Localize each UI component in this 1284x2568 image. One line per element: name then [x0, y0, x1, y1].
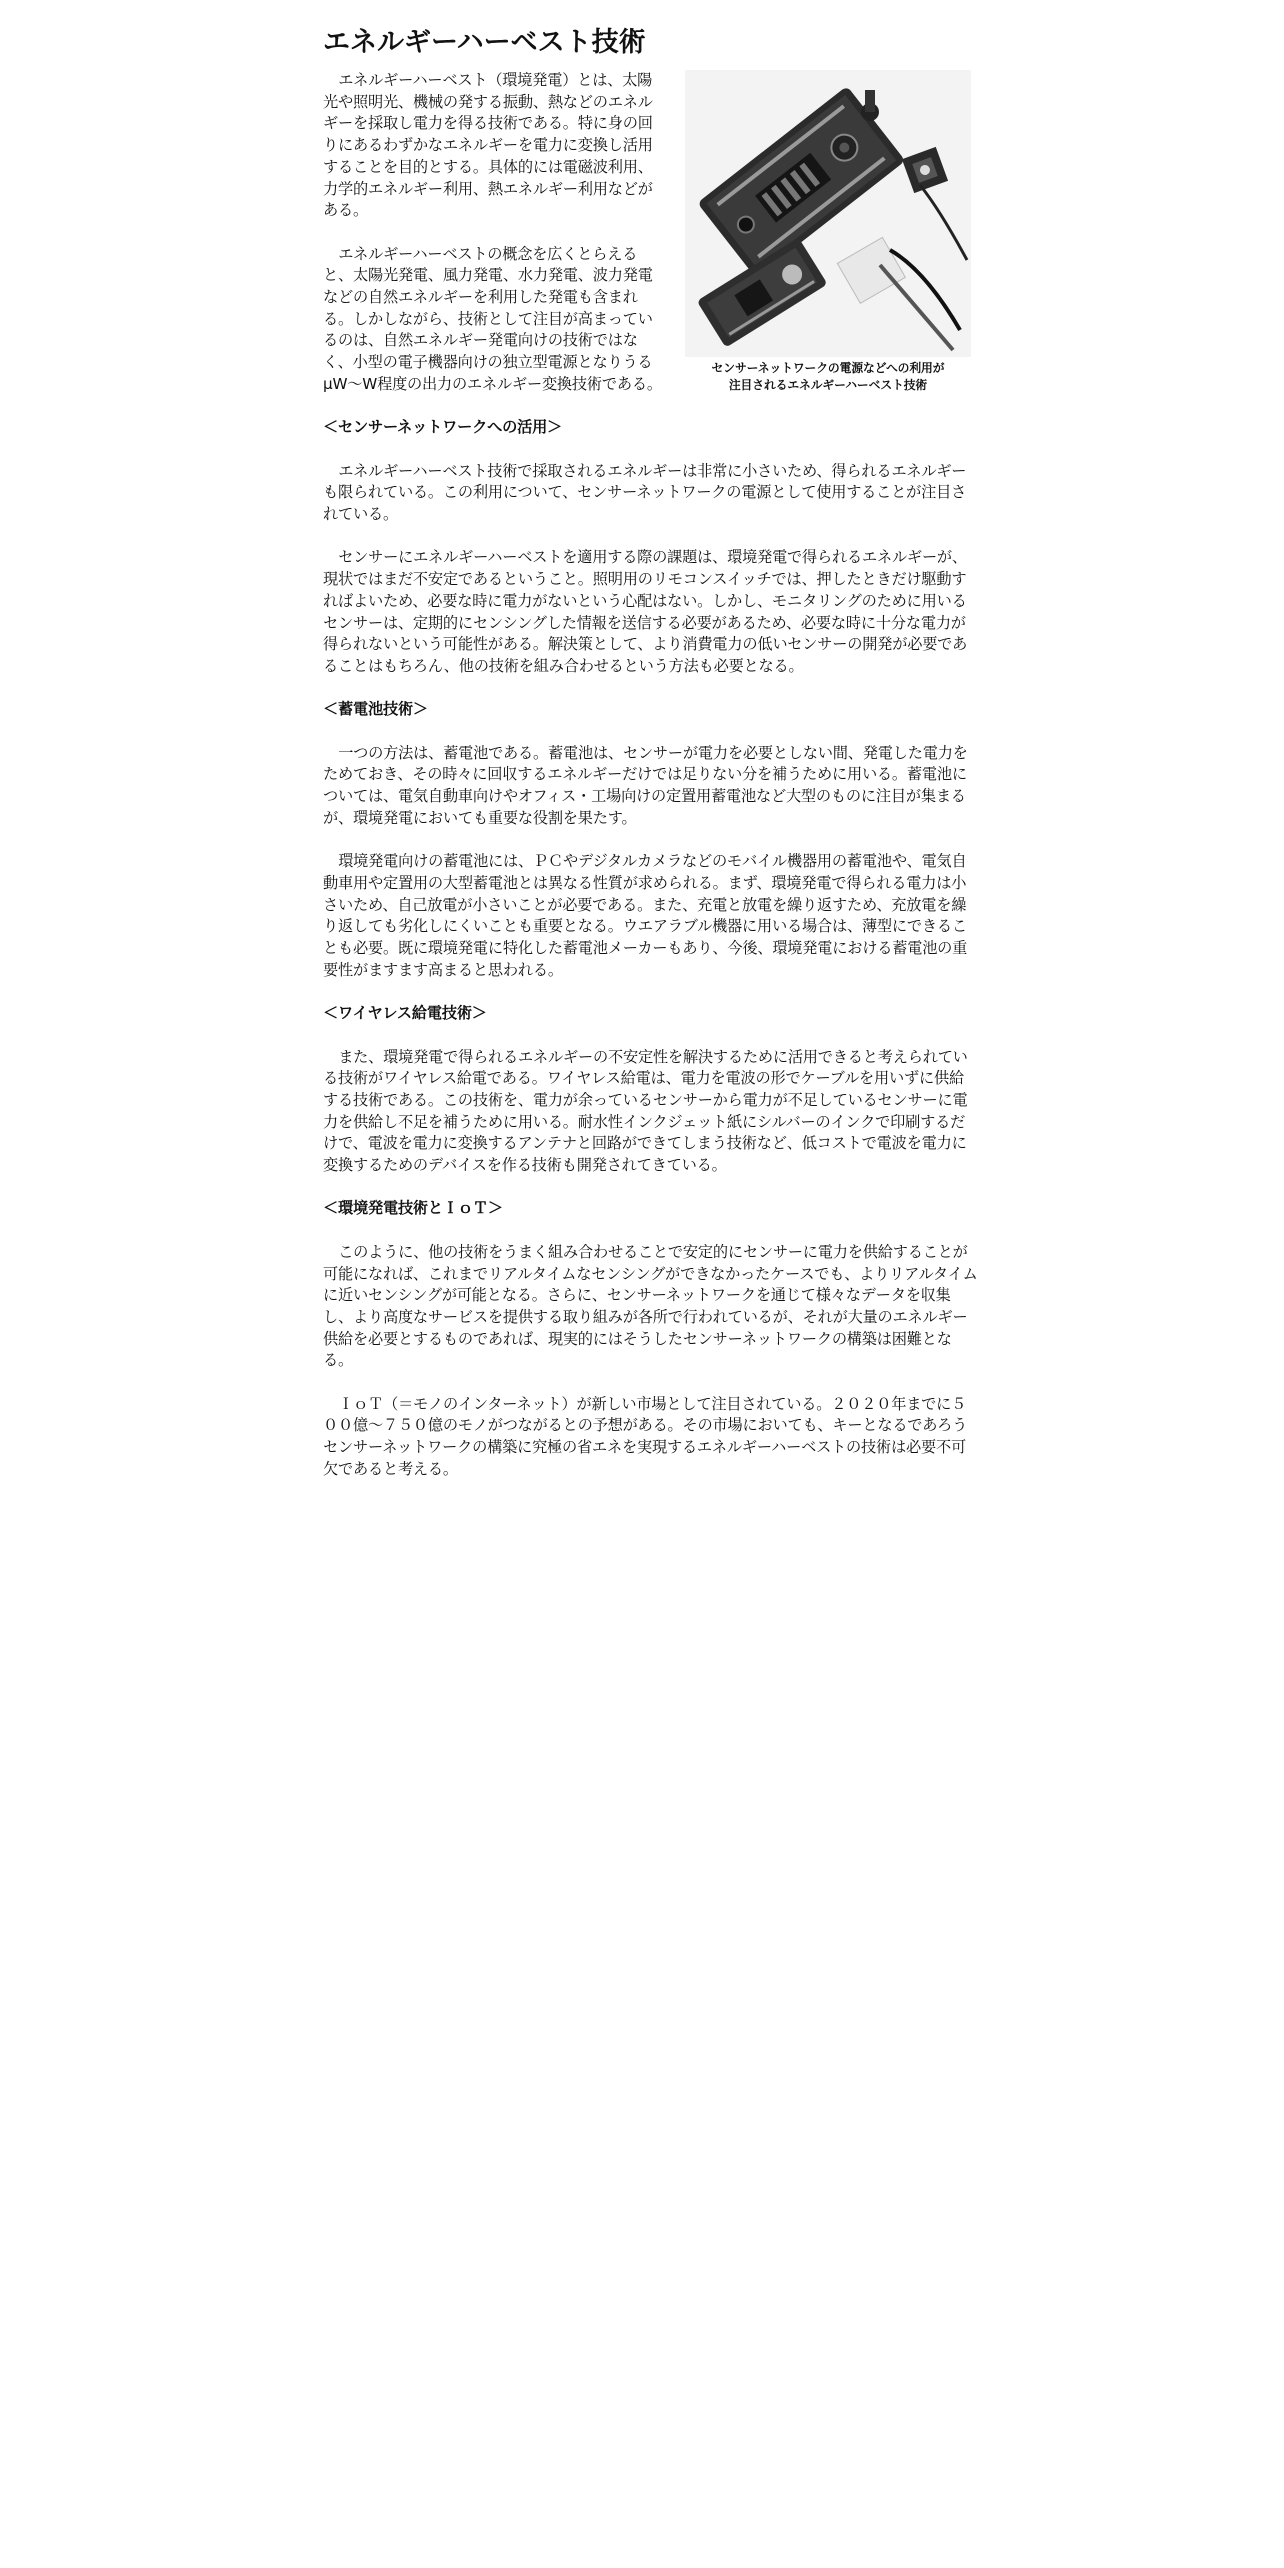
paragraph: 環境発電向けの蓄電池には、ＰＣやデジタルカメラなどのモバイル機器用の蓄電池や、電気自動車用や定置用の大型蓄電池とは異なる性質が求められる。まず、環境発電で得られる電力は小さいため、自己放電が小さいことが必要である。また、充電と放電を繰り返すため、充放電を繰り返しても劣化しにくいことも重要となる。ウエアラブル機器に用いる場合は、薄型にできることも必要。既に環境発電に特化した蓄電池メーカーもあり、今後、環境発電における蓄電池の重要性がますます高まると思われる。 [323, 852, 968, 979]
page-title: エネルギーハーベスト技術 [323, 27, 646, 58]
article-body [323, 70, 978, 1502]
figure-caption-line: 注目されるエネルギーハーベスト技術 [728, 378, 928, 392]
energy-harvest-device-photo [685, 70, 971, 357]
paragraph: このように、他の技術をうまく組み合わせることで安定的にセンサーに電力を供給することが可能になれば、これまでリアルタイムなセンシングができなかったケースでも、よりリアルタイムに近いセンシングが可能となる。さらに、センサーネットワークを通じて様々なデータを収集し、より高度なサービスを提供する取り組みが各所で行われているが、それが大量のエネルギー供給を必要とするものであれば、現実的にはそうしたセンサーネットワークの構築は困難となる。 [323, 1242, 978, 1370]
figure-caption [678, 360, 978, 394]
section-heading: ＜ワイヤレス給電技術＞ [323, 1004, 487, 1023]
figure [678, 70, 978, 394]
paragraph: センサーにエネルギーハーベストを適用する際の課題は、環境発電で得られるエネルギーが、現状ではまだ不安定であるということ。照明用のリモコンスイッチでは、押したときだけ駆動すればよいため、必要な時に電力がないという心配はない。しかし、モニタリングのために用いるセンサーは、定期的にセンシングした情報を送信する必要があるため、必要な時に十分な電力が得られないという可能性がある。解決策として、より消費電力の低いセンサーの開発が必要であることはもちろん、他の技術を組み合わせるという方法も必要となる。 [323, 548, 968, 675]
section-heading: ＜環境発電技術とＩｏＴ＞ [323, 1199, 503, 1218]
paragraph: エネルギーハーベスト（環境発電）とは、太陽光や照明光、機械の発する振動、熱などのエネルギーを採取し電力を得る技術である。特に身の回りにあるわずかなエネルギーを電力に変換し活用することを目的とする。具体的には電磁波利用、力学的エネルギー利用、熱エネルギー利用などがある。 [323, 71, 653, 220]
paragraph: エネルギーハーベスト技術で採取されるエネルギーは非常に小さいため、得られるエネルギーも限られている。この利用について、センサーネットワークの電源として使用することが注目されている。 [323, 461, 967, 524]
section-heading: ＜センサーネットワークへの活用＞ [323, 418, 563, 437]
section-heading: ＜蓄電池技術＞ [323, 700, 428, 719]
paragraph: また、環境発電で得られるエネルギーの不安定性を解決するために活用できると考えられている技術がワイヤレス給電である。ワイヤレス給電は、電力を電波の形でケーブルを用いずに供給する技術である。この技術を、電力が余っているセンサーから電力が不足しているセンサーに電力を供給し不足を補うために用いる。耐水性インクジェット紙にシルバーのインクで印刷するだけで、電波を電力に変換するアンテナと回路ができてしまう技術など、低コストで電波を電力に変換するためのデバイスを作る技術も開発されてきている。 [323, 1047, 968, 1175]
paragraph: 一つの方法は、蓄電池である。蓄電池は、センサーが電力を必要としない間、発電した電力をためておき、その時々に回収するエネルギーだけでは足りない分を補うために用いる。蓄電池については、電気自動車向けやオフィス・工場向けの定置用蓄電池など大型のものに注目が集まるが、環境発電においても重要な役割を果たす。 [323, 743, 968, 827]
figure-caption-line: センサーネットワークの電源などへの利用が [711, 361, 945, 375]
paragraph: エネルギーハーベストの概念を広くとらえると、太陽光発電、風力発電、水力発電、波力発電などの自然エネルギーを利用した発電も含まれる。しかしながら、技術として注目が高まっているのは、自然エネルギー発電向けの技術ではなく、小型の電子機器向けの独立型電源となりうるμW～W程度の出力のエネルギー変換技術である。 [323, 244, 662, 393]
paragraph: ＩｏＴ（＝モノのインターネット）が新しい市場として注目されている。２０２０年までに５００億～７５０億のモノがつながるとの予想がある。その市場においても、キーとなるであろうセンサーネットワークの構築に究極の省エネを実現するエネルギーハーベストの技術は必要不可欠であると考える。 [323, 1394, 968, 1478]
